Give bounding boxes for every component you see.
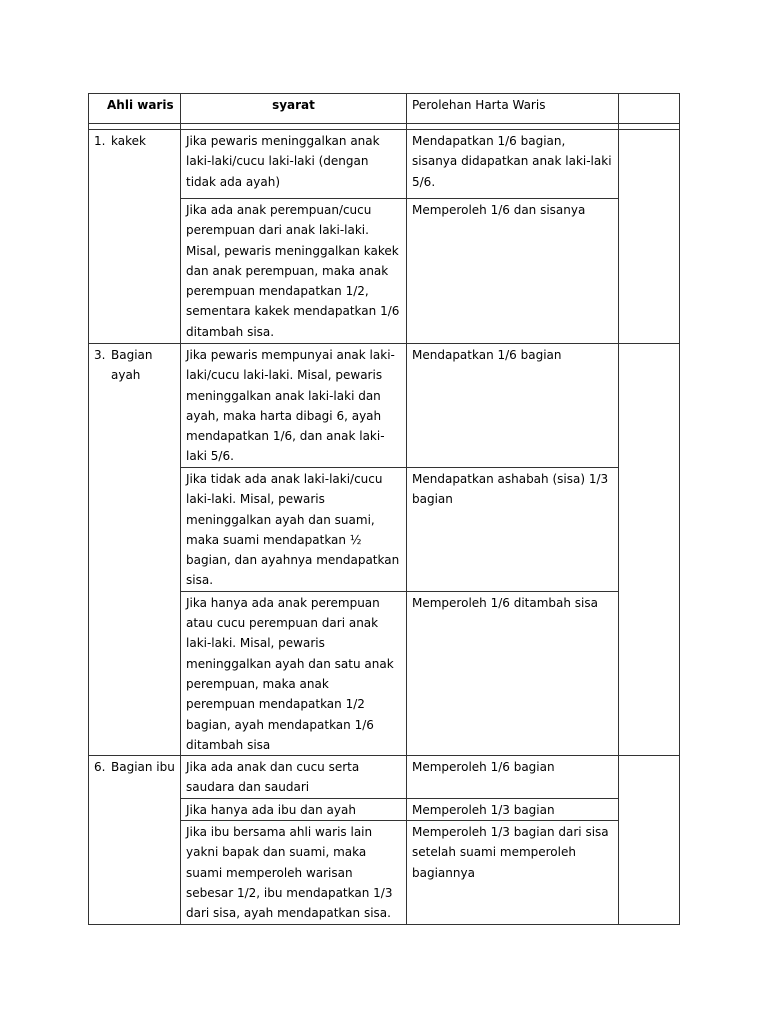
share-cell: Memperoleh 1/6 dan sisanya xyxy=(407,199,619,344)
heir-cell-ayah xyxy=(89,344,181,756)
condition-cell: Jika tidak ada anak laki-laki/cucu laki-laki. Misal, pewaris meninggalkan ayah dan suami, maka suami mendapatkan ½ bagian, dan ayahnya mendapatkan sisa. xyxy=(181,468,407,592)
inheritance-table xyxy=(88,93,680,925)
share-cell: Memperoleh 1/3 bagian xyxy=(407,798,619,820)
heir-number: 1. xyxy=(94,134,106,148)
header-syarat: syarat xyxy=(181,94,407,124)
heir-number: 3. xyxy=(94,348,106,362)
condition-cell: Jika pewaris meninggalkan anak laki-laki/cucu laki-laki (dengan tidak ada ayah) xyxy=(181,130,407,199)
extra-cell xyxy=(619,130,680,344)
share-cell: Mendapatkan 1/6 bagian xyxy=(407,344,619,468)
share-cell: Memperoleh 1/6 ditambah sisa xyxy=(407,591,619,755)
extra-cell xyxy=(619,756,680,924)
share-cell: Mendapatkan 1/6 bagian, sisanya didapatkan anak laki-laki 5/6. xyxy=(407,130,619,199)
condition-cell: Jika ibu bersama ahli waris lain yakni bapak dan suami, maka suami memperoleh warisan sebesar 1/2, ibu mendapatkan 1/3 dari sisa, ayah mendapatkan sisa. xyxy=(181,821,407,924)
header-perolehan: Perolehan Harta Waris xyxy=(407,94,619,124)
table-row xyxy=(89,344,680,468)
heir-name: Bagian ayah xyxy=(111,348,153,383)
heir-name: kakek xyxy=(111,134,146,148)
share-cell: Memperoleh 1/6 bagian xyxy=(407,756,619,799)
condition-cell: Jika ada anak dan cucu serta saudara dan saudari xyxy=(181,756,407,799)
table-row xyxy=(89,756,680,799)
table-header-row xyxy=(89,94,680,124)
heir-cell-kakek xyxy=(89,130,181,344)
share-cell: Mendapatkan ashabah (sisa) 1/3 bagian xyxy=(407,468,619,592)
table-row xyxy=(89,130,680,199)
condition-cell: Jika pewaris mempunyai anak laki-laki/cucu laki-laki. Misal, pewaris meninggalkan anak laki-laki dan ayah, maka harta dibagi 6, ayah mendapatkan 1/6, dan anak laki-laki 5/6. xyxy=(181,344,407,468)
condition-cell: Jika ada anak perempuan/cucu perempuan dari anak laki-laki. Misal, pewaris meninggalkan kakek dan anak perempuan, maka anak perempuan mendapatkan 1/2, sementara kakek mendapatkan 1/6 ditambah sisa. xyxy=(181,199,407,344)
heir-name: Bagian ibu xyxy=(111,760,175,775)
header-ahli-waris: Ahli waris xyxy=(89,94,181,124)
condition-cell: Jika hanya ada anak perempuan atau cucu perempuan dari anak laki-laki. Misal, pewaris meninggalkan ayah dan satu anak perempuan, maka anak perempuan mendapatkan 1/2 bagian, ayah mendapatkan 1/6 ditambah sisa xyxy=(181,591,407,755)
heir-number: 6. xyxy=(94,760,106,775)
condition-cell: Jika hanya ada ibu dan ayah xyxy=(181,798,407,820)
header-extra xyxy=(619,94,680,124)
share-cell: Memperoleh 1/3 bagian dari sisa setelah suami memperoleh bagiannya xyxy=(407,821,619,924)
extra-cell xyxy=(619,344,680,756)
heir-cell-ibu xyxy=(89,756,181,924)
